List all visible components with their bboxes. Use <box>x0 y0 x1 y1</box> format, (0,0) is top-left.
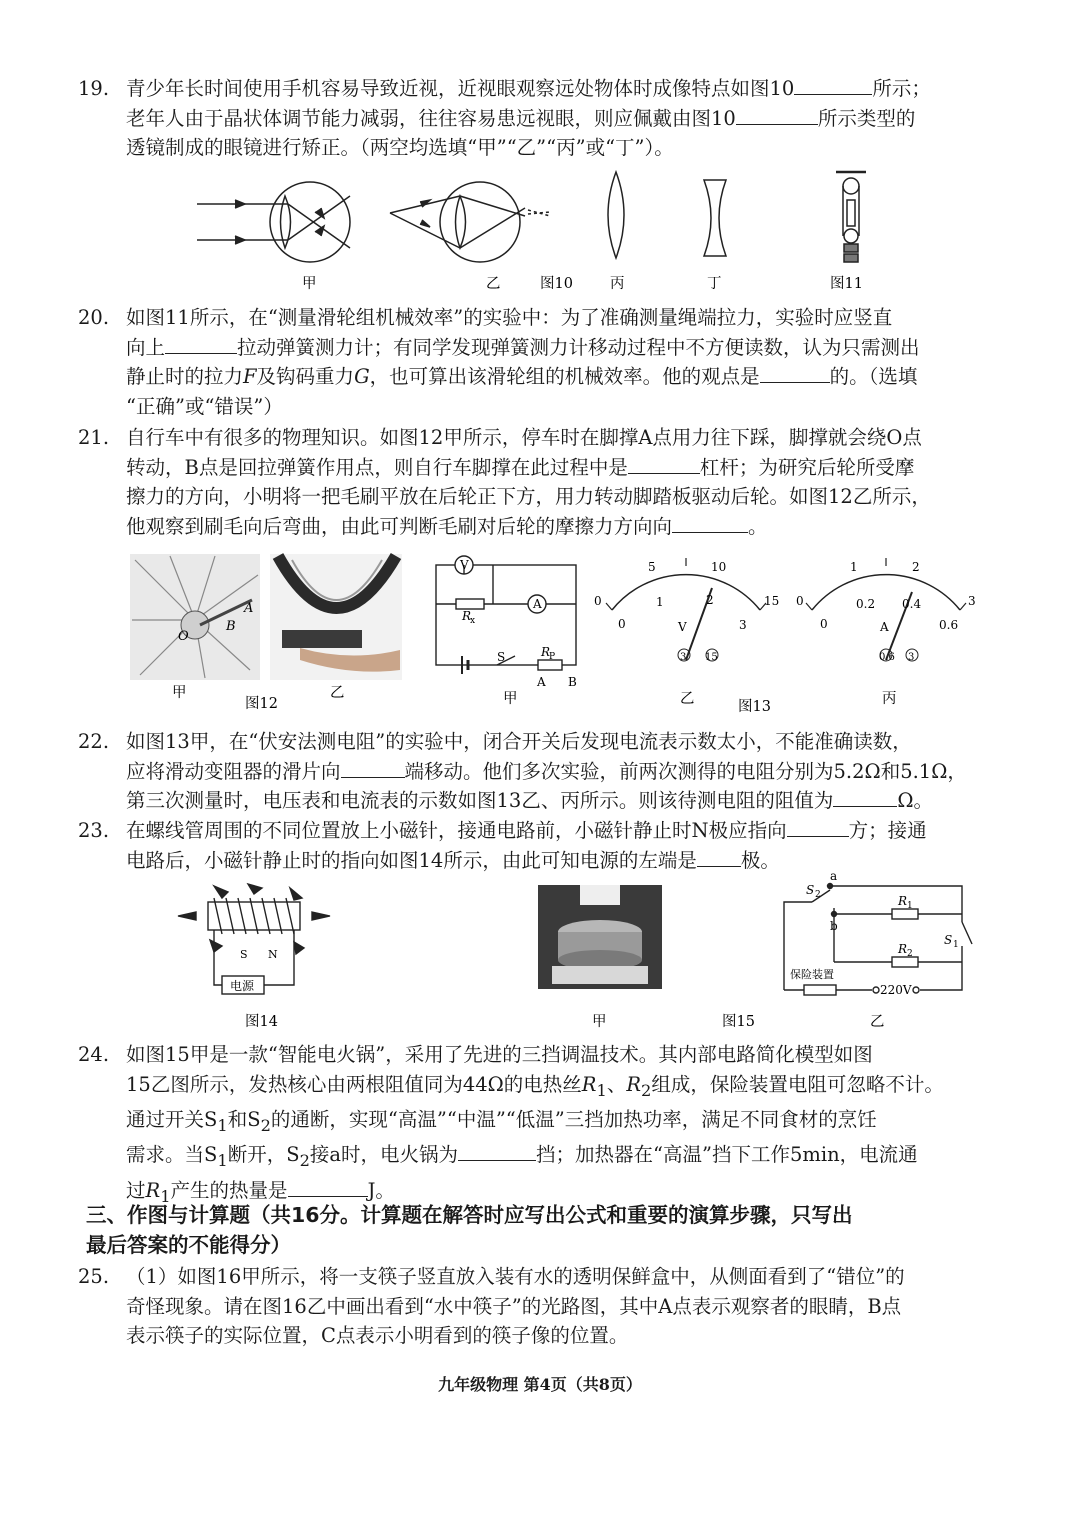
hotpot-photo <box>538 885 662 989</box>
fig12-label: 图12 <box>245 696 278 712</box>
amp-terminal: 3 <box>908 652 915 663</box>
rp-subscript: P <box>549 652 556 662</box>
q19-line2: 老年人由于晶状体调节能力减弱，往往容易患远视眼，则应佩戴由图10 <box>126 106 736 130</box>
switch-label: S <box>497 650 506 664</box>
volt-terminal: 15 <box>705 652 718 663</box>
r1-subscript: 1 <box>907 901 913 911</box>
q24-line4-b: 断开，S <box>227 1143 300 1167</box>
contact-a-label: a <box>830 869 838 883</box>
q23-line2-start: 电路后，小磁针静止时的指向如图14所示，由此可知电源的左端是 <box>126 848 697 872</box>
point-A: A <box>244 601 254 616</box>
amp-terminal: 0.6 <box>879 652 895 663</box>
q19-line1-end: 所示； <box>872 77 931 100</box>
switch-S2-label: S <box>806 883 815 897</box>
weight-symbol: G <box>354 365 370 388</box>
question-number: 20. <box>78 306 110 329</box>
amp-max-label: 3 <box>968 594 976 608</box>
q23-line1-end: 方；接通 <box>848 819 927 842</box>
amp-low-label: 0.4 <box>902 597 922 611</box>
question-number: 19. <box>78 77 110 100</box>
point-O: O <box>178 629 189 644</box>
q19-line3: 透镜制成的眼镜进行矫正。（两空均选填“甲”“乙”“丙”或“丁”）。 <box>126 136 674 159</box>
page-footer: 九年级物理 第4页（共8页） <box>438 1375 642 1394</box>
q23-line2-end: 极。 <box>740 848 780 872</box>
switch-S1-label: S <box>944 933 953 947</box>
voltage-label: 220V <box>880 983 912 997</box>
subscript: 1 <box>217 1151 228 1171</box>
subscript: 2 <box>641 1080 652 1100</box>
volt-low-label: 1 <box>656 595 664 609</box>
fig14-label: 图14 <box>245 1014 278 1030</box>
switch-S1-subscript: 1 <box>953 940 959 950</box>
q21-line4-start: 他观察到刷毛向后弯曲，由此可判断毛刷对后轮的摩擦力方向向 <box>126 514 673 538</box>
subscript: 1 <box>160 1186 171 1206</box>
voltmeter-label: V <box>460 558 469 572</box>
q24-line5-a: 过 <box>126 1178 146 1202</box>
fig10-caption-bing: 丙 <box>610 276 625 292</box>
fig13-label: 图13 <box>738 699 771 715</box>
fig10-caption-ding: 丁 <box>707 276 722 292</box>
solenoid-diagram <box>178 884 330 994</box>
fig10-caption-jia: 甲 <box>302 276 317 292</box>
amp-zero-label: 0 <box>796 594 804 608</box>
q24-line2-start: 15乙图所示，发热核心由两根阻值同为44Ω的电热丝 <box>126 1072 582 1096</box>
q19-line2-end: 所示类型的 <box>817 106 916 130</box>
q20-line3-d: 的。（选填 <box>829 365 918 388</box>
volt-zero-label: 0 <box>594 594 602 608</box>
q25-line2: 奇怪现象。请在图16乙中画出看到“水中筷子”的光路图，其中A点表示观察者的眼睛，B点 <box>126 1294 902 1318</box>
fig10-label: 图10 <box>540 276 573 292</box>
subscript: 1 <box>217 1115 228 1135</box>
rx-label: R <box>462 609 472 623</box>
q22-line2-start: 应将滑动变阻器的滑片向 <box>126 759 341 783</box>
q24-line1: 如图15甲是一款“智能电火锅”，采用了先进的三挡调温技术。其内部电路简化模型如图 <box>126 1043 873 1066</box>
separator: 、 <box>606 1072 627 1096</box>
q21-line1: 自行车中有很多的物理知识。如图12甲所示，停车时在脚撑A点用力往下踩，脚撑就会绕O点 <box>126 426 922 449</box>
amp-unit: A <box>880 620 889 634</box>
switch-S2-subscript: 2 <box>815 890 821 900</box>
fig13-caption-jia: 甲 <box>503 691 518 707</box>
fig12-caption-yi: 乙 <box>330 685 345 701</box>
question-25 <box>78 1262 1008 1351</box>
q20-line2-end: 拉动弹簧测力计；有同学发现弹簧测力计移动过程中不方便读数，认为只需测出 <box>237 335 920 359</box>
resistor-symbol: R <box>626 1072 642 1096</box>
rp-label: R <box>541 645 551 659</box>
hotpot-circuit-labels <box>790 869 959 997</box>
q24-line4-d: 挡；加热器在“高温”挡下工作5min，电流通 <box>536 1143 918 1167</box>
section-heading-line2: 最后答案的不能得分） <box>86 1233 291 1257</box>
q21-line3: 擦力的方向，小明将一把毛刷平放在后轮正下方，用力转动脚踏板驱动后轮。如图12乙所示， <box>126 485 931 508</box>
subscript: 1 <box>596 1080 607 1100</box>
question-number: 22. <box>78 730 110 753</box>
force-symbol: F <box>243 365 257 388</box>
question-number: 21. <box>78 426 110 449</box>
q24-line5-b: 产生的热量是 <box>170 1178 288 1202</box>
q22-line1: 如图13甲，在“伏安法测电阻”的实验中，闭合开关后发现电流表示数太小，不能准确读数， <box>126 730 912 753</box>
resistor-symbol: R <box>145 1178 161 1202</box>
amp-top-label: 2 <box>912 560 920 574</box>
q21-line2-start: 转动，B点是回拉弹簧作用点，则自行车脚撑在此过程中是 <box>126 455 628 479</box>
q20-line3-b: 及钩码重力 <box>256 365 355 388</box>
q21-line4-end: 。 <box>748 514 768 538</box>
fig10-caption-yi: 乙 <box>486 276 501 292</box>
fig15-caption-yi: 乙 <box>870 1014 885 1030</box>
r2-subscript: 2 <box>907 949 913 959</box>
ammeter-label: A <box>533 597 542 611</box>
q24-line3-c: 的通断，实现“高温”“中温”“低温”三挡加热功率，满足不同食材的烹饪 <box>270 1107 877 1131</box>
q22-line2-end: 端移动。他们多次实验，前两次测得的电阻分别为5.2Ω和5.1Ω， <box>404 759 967 783</box>
fig15-caption-jia: 甲 <box>592 1014 607 1030</box>
fig11-label: 图11 <box>830 276 863 292</box>
q20-line3-a: 静止时的拉力 <box>126 365 244 388</box>
q25-line1: （1）如图16甲所示，将一支筷子竖直放入装有水的透明保鲜盒中，从侧面看到了“错位”的 <box>126 1265 905 1288</box>
answer-blank[interactable] <box>458 1142 536 1161</box>
r1-label: R <box>898 894 908 908</box>
volt-terminal: 3 <box>680 652 687 663</box>
q20-line4: “正确”或“错误”） <box>126 394 283 418</box>
volt-low-label: 2 <box>706 593 714 607</box>
q25-line3: 表示筷子的实际位置，C点表示小明看到的筷子像的位置。 <box>126 1324 629 1347</box>
section-heading <box>86 1200 1006 1260</box>
q23-line1-start: 在螺线管周围的不同位置放上小磁针，接通电路前，小磁针静止时N极应指向 <box>126 819 787 842</box>
pole-S-label: S <box>240 948 248 961</box>
fig13-caption-yi: 乙 <box>680 691 695 707</box>
q24-line5-c: J。 <box>367 1178 395 1202</box>
pole-N-label: N <box>268 948 278 961</box>
q21-line2-end: 杠杆；为研究后轮所受摩 <box>699 455 915 479</box>
r2-label: R <box>898 942 908 956</box>
amp-top-label: 1 <box>850 560 858 574</box>
question-number: 25. <box>78 1265 110 1288</box>
fig12-caption-jia: 甲 <box>172 685 187 701</box>
subscript: 2 <box>299 1151 310 1171</box>
volt-top-label: 5 <box>648 560 656 574</box>
volt-low-label: 0 <box>618 617 626 631</box>
volt-max-label: 15 <box>764 594 780 608</box>
rx-subscript: x <box>470 616 476 626</box>
amp-low-label: 0 <box>820 617 828 631</box>
resistor-symbol: R <box>581 1072 597 1096</box>
volt-low-label: 3 <box>739 618 747 632</box>
q24-line3-a: 通过开关S <box>126 1107 218 1131</box>
section-heading-line1: 三、作图与计算题（共16分。计算题在解答时应写出公式和重要的演算步骤，只写出 <box>86 1203 853 1227</box>
rheostat-end-B: B <box>568 675 577 689</box>
power-source-label: 电源 <box>230 979 255 993</box>
q22-line3-start: 第三次测量时，电压表和电流表的示数如图13乙、丙所示。则该待测电阻的阻值为 <box>126 789 834 812</box>
question-number: 24. <box>78 1043 110 1066</box>
q19-line1: 青少年长时间使用手机容易导致近视，近视眼观察远处物体时成像特点如图10 <box>126 77 795 100</box>
answer-blank[interactable] <box>288 1178 368 1197</box>
q24-line3-b: 和S <box>227 1107 261 1131</box>
q24-line4-a: 需求。当S <box>126 1143 218 1167</box>
q24-line4-c: 接a时，电火锅为 <box>309 1143 459 1167</box>
q22-line3-end: Ω。 <box>897 789 933 812</box>
q24-line2-end: 组成，保险装置电阻可忽略不计。 <box>651 1072 944 1096</box>
point-B: B <box>226 619 236 634</box>
q20-line1: 如图11所示，在“测量滑轮组机械效率”的实验中：为了准确测量绳端拉力，实验时应竖直 <box>126 306 893 329</box>
rheostat-end-A: A <box>537 675 546 689</box>
amp-low-label: 0.2 <box>856 597 876 611</box>
amp-low-label: 0.6 <box>939 618 959 632</box>
fuse-label: 保险装置 <box>790 968 834 981</box>
question-24 <box>78 1040 1008 1211</box>
volt-unit: V <box>678 620 687 634</box>
subscript: 2 <box>260 1115 271 1135</box>
fig13-caption-bing: 丙 <box>882 691 897 707</box>
question-number: 23. <box>78 819 110 842</box>
q20-line3-c: ，也可算出该滑轮组的机械效率。他的观点是 <box>369 365 760 388</box>
volt-top-label: 10 <box>711 560 727 574</box>
q20-line2-start: 向上 <box>126 335 166 359</box>
fig15-label: 图15 <box>722 1014 755 1030</box>
contact-b-label: b <box>830 919 838 933</box>
